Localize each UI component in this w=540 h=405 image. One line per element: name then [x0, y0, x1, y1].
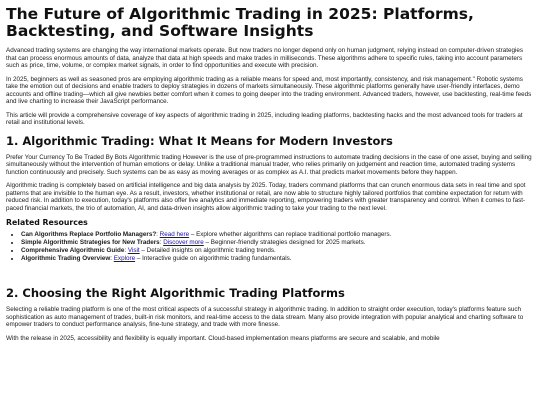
resource-link[interactable]: Read here — [159, 231, 190, 238]
resource-separator: : — [110, 255, 114, 262]
section-heading-1: 1. Algorithmic Trading: What It Means for Modern Investors — [6, 133, 393, 148]
resource-title: Comprehensive Algorithmic Guide — [21, 247, 125, 254]
list-item — [21, 247, 534, 255]
intro-paragraph: Advanced trading systems are changing the way international markets operate. But now traders no longer depend only on human judgment, relying instead on computer-driven strategies that can process enormous amounts of data, analyze that data at high speeds and make trades in milliseconds. These algorithms adhere to specific rules, taking into account parameters such as price, time, volume, or complex market signals, in order to find opportunities and execute with precision. — [6, 47, 523, 69]
resource-title: Simple Algorithmic Strategies for New Traders — [21, 239, 160, 246]
resource-link[interactable]: Discover more — [163, 239, 204, 246]
resource-title: Algorithmic Trading Overview — [21, 255, 111, 262]
related-resources-heading: Related Resources — [6, 218, 88, 227]
list-item — [21, 255, 534, 263]
intro-paragraph: In 2025, beginners as well as seasoned pros are employing algorithmic trading as a reliable means for speed and, most importantly, consistency, and risk management." Robotic systems take the emotion out of decisions and enable traders to deploy strategies in dozens of markets simultaneously. These algorithmic platforms generally have user-friendly interfaces, demo accounts and offline trading—which all give newbies better comfort when it comes to going deeper into the trading environment. Advanced traders, however, use backtesting, real-time feeds and live charting to increase their JavaScript performance. — [6, 75, 532, 105]
section2-paragraph: Selecting a reliable trading platform is one of the most critical aspects of a successful strategy in algorithmic trading. In addition to straight order execution, today's platforms feature such sophistication as auto management of trades, built-in risk monitors, and real-time access to the data stream. Many also provide integration with popular analytical and charting software to empower traders to conduct performance analysis, fine-tune strategy, and trade with more finesse. — [6, 306, 524, 328]
resource-description: – Explore whether algorithms can replace traditional portfolio managers. — [189, 231, 392, 238]
list-item — [21, 239, 534, 247]
resource-title: Can Algorithms Replace Portfolio Managers? — [21, 231, 157, 238]
resource-separator: : — [159, 239, 164, 246]
resource-link[interactable]: Visit — [127, 247, 140, 254]
intro-paragraph: This article will provide a comprehensive coverage of key aspects of algorithmic trading in 2025, including leading platforms, backtesting hacks and the most advanced tools for traders at retail and institutional levels. — [6, 111, 523, 126]
list-item — [21, 231, 534, 239]
resource-separator: : — [156, 231, 160, 238]
resource-description: – Detailed insights on algorithmic trading trends. — [139, 247, 276, 254]
section-spacer — [6, 269, 534, 279]
section1-paragraph: Prefer Your Currency To Be Traded By Bots Algorithmic trading However is the use of pre-programmed instructions to automate trading decisions in the case of one asset, buying and selling simultaneously without the intervention of human emotions or delay. Unlike a traditional manual trader, who relies primarily on judgement and reaction time, automated trading systems function continuously and precisely. Such systems can be as easy as moving averages or as complex as A.I. that predicts market movements before they happen. — [6, 153, 532, 176]
section-heading-2: 2. Choosing the Right Algorithmic Trading Platforms — [6, 286, 345, 300]
page-title: The Future of Algorithmic Trading in 2025: Platforms, Backtesting, and Software Insights — [6, 5, 474, 40]
resource-description: – Beginner-friendly strategies designed for 2025 markets. — [203, 239, 366, 246]
related-resources-list — [6, 231, 534, 263]
section2-paragraph: With the release in 2025, accessibility and flexibility is equally important. Cloud-based implementation means platforms are secure and scalable, and mobile — [6, 334, 440, 342]
resource-separator: : — [124, 247, 128, 254]
resource-link[interactable]: Explore — [113, 255, 136, 262]
section1-paragraph: Algorithmic trading is completely based on artificial intelligence and big data analysis by 2025. Today, traders command platforms that can crunch enormous data sets in real time and spot patterns that are invisible to the human eye. As a result, investors, whether institutional or retail, are now able to structure highly tailored portfolios that combine expectation for return with reduced risk. In addition to execution, today's platforms also offer live analytics and immediate reporting, empowering traders with greater transparency and control. When it comes to fast-paced financial markets, the trio of automation, AI, and data-driven insights allow algorithmic trading to take your trading to the next level. — [6, 182, 526, 212]
resource-description: – Interactive guide on algorithmic trading fundamentals. — [135, 255, 292, 262]
